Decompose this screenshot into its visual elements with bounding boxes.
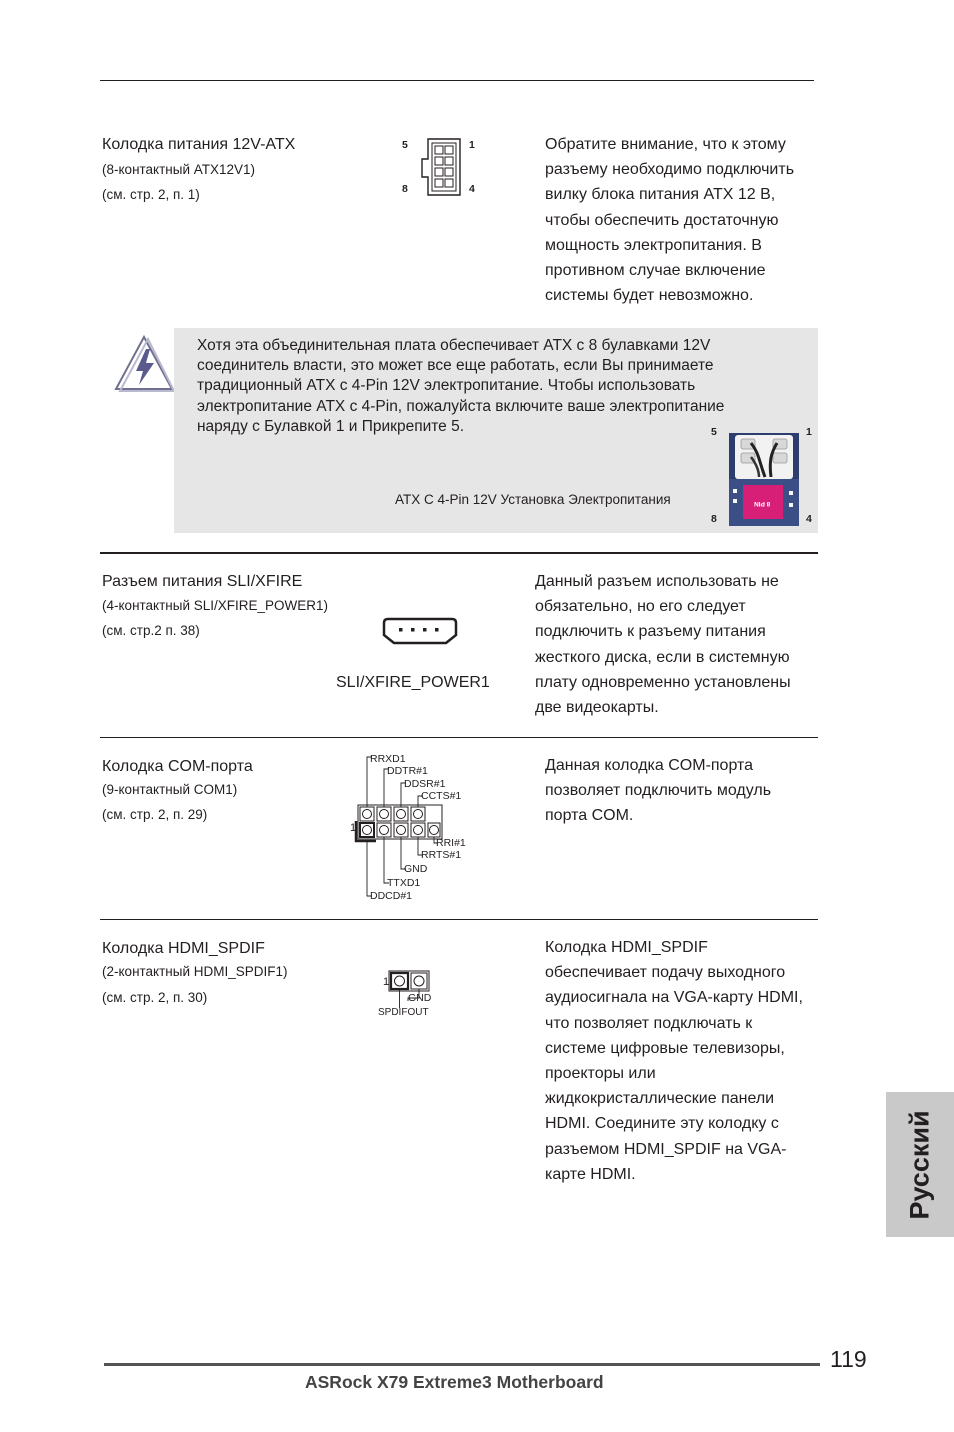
hdmi-title: Колодка HDMI_SPDIF: [102, 940, 265, 957]
language-tab-label: Русский: [904, 1109, 935, 1220]
com-label-rrxd1: RRXD1: [370, 753, 406, 765]
com-label-ddsr1: DDSR#1: [404, 778, 446, 790]
sli-subtitle: (4-контактный SLI/XFIRE_POWER1): [102, 598, 329, 613]
atx-pin-label-4: 4: [469, 183, 475, 195]
sli-title: Разъем питания SLI/XFIRE: [102, 573, 303, 590]
section-rule-2: [100, 737, 818, 738]
connector-photo: [729, 433, 799, 526]
com-description: Данная колодка COM-порта позволяет подключить модуль порта COM.: [545, 757, 772, 825]
photo-pin-label-8: 8: [711, 513, 717, 525]
com-label-ddcd1: DDCD#1: [370, 890, 413, 902]
hdmi-spdif-header-diagram: [380, 968, 440, 1012]
hdmi-pin-one-label: 1: [383, 976, 390, 988]
page-number: 119: [830, 1346, 867, 1372]
com-label-ddtr1: DDTR#1: [387, 765, 428, 777]
hdmi-description: Колодка HDMI_SPDIF обеспечивает подачу выходного аудиосигнала на VGA-карту HDMI, что позволяет подключать к системе цифровые телевизоры, проекторы или жидкокристаллические панели HDMI. Соедините эту колодку с разъемом HDMI_SPDIF на VGA- карте HDMI.: [545, 939, 803, 1183]
sli-description: Данный разъем использовать не обязательно, но его следует подключить к разъему питания жесткого диска, если в системную плату одновременно установлены две видеокарты.: [535, 573, 791, 717]
photo-pin-label-1: 1: [806, 426, 812, 438]
atx12v-connector-diagram: [420, 137, 466, 199]
language-tab: [886, 1092, 954, 1237]
com-title: Колодка COM-порта: [102, 758, 253, 775]
hdmi-label-gnd: GND: [408, 992, 432, 1004]
warning-caption: ATX С 4-Pin 12V Установка Электропитания: [395, 492, 671, 507]
photo-8pin-label: 8 PIN: [754, 500, 771, 507]
atx-reference: (см. стр. 2, п. 1): [102, 187, 200, 202]
atx-pin-label-1: 1: [469, 139, 475, 151]
hdmi-label-spdifout: SPDIFOUT: [378, 1007, 429, 1018]
atx-title: Колодка питания 12V-ATX: [102, 136, 296, 153]
com-label-gnd: GND: [404, 863, 428, 875]
com-label-ccts1: CCTS#1: [421, 790, 462, 802]
com-label-rri1: RRI#1: [436, 837, 466, 849]
com-label-rrts1: RRTS#1: [421, 849, 462, 861]
sli-reference: (см. стр.2 п. 38): [102, 623, 200, 638]
com-label-ttxd1: TTXD1: [387, 877, 421, 889]
sli-connector-label: SLI/XFIRE_POWER1: [336, 674, 490, 691]
footer-brand: ASRock X79 Extreme3 Motherboard: [305, 1372, 604, 1392]
atx-subtitle: (8-контактный ATX12V1): [102, 162, 256, 177]
atx-description: Обратите внимание, что к этому разъему необходимо подключить вилку блока питания ATX 12 В, чтобы обеспечить достаточную мощность электропитания. В противном случае включение системы будет невозможно.: [545, 136, 795, 305]
com-subtitle: (9-контактный COM1): [102, 782, 238, 797]
section-rule-3: [100, 919, 818, 920]
top-rule: [100, 80, 814, 81]
hdmi-subtitle: (2-контактный HDMI_SPDIF1): [102, 964, 288, 979]
atx-pin-label-8: 8: [402, 183, 408, 195]
atx-pin-label-5: 5: [402, 139, 408, 151]
photo-pin-label-4: 4: [806, 513, 812, 525]
footer-rule: [104, 1363, 820, 1366]
section-rule-1: [100, 552, 818, 554]
com-pin-one-label: 1: [350, 822, 357, 834]
hdmi-reference: (см. стр. 2, п. 30): [102, 990, 208, 1005]
com-reference: (см. стр. 2, п. 29): [102, 807, 208, 822]
warning-icon: [112, 333, 176, 395]
photo-pin-label-5: 5: [711, 426, 717, 438]
sli-power-connector-diagram: [382, 617, 458, 645]
warning-text: Хотя эта объединительная плата обеспечивает ATX с 8 булавками 12V соединитель власти, это может все еще работать, если Вы принимаете традиционный ATX с 4-Pin 12V электропитание. Чтобы использовать электропитание ATX с 4-Pin, пожалуйста включите ваше электропитание наряду с Булавкой 1 и Прикрепите 5.: [197, 337, 725, 435]
